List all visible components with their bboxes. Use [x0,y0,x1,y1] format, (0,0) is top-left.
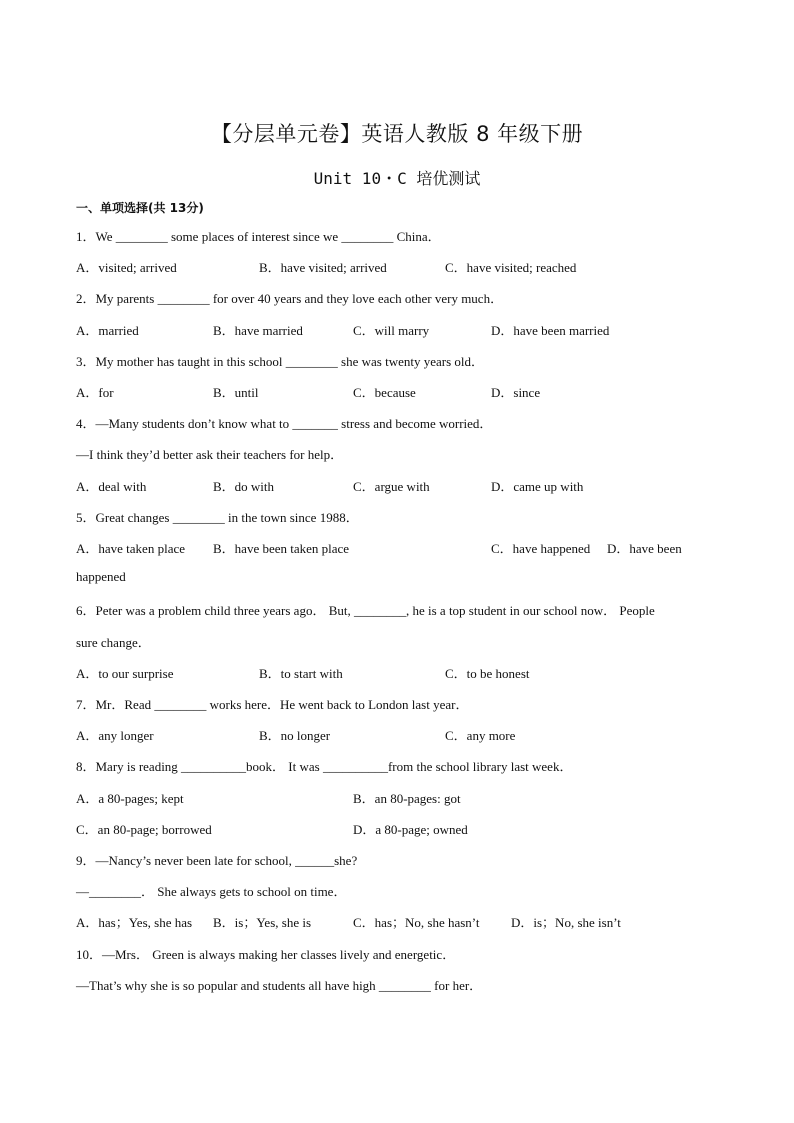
question-2-stem: 2．My parents ________ for over 40 years and they love each other very much． [76,291,504,306]
section-heading: 一、单项选择(共 13分) [76,201,204,215]
question-6-option-c[interactable]: C．to be honest [445,666,530,681]
question-1-option-c[interactable]: C．have visited; reached [445,260,577,275]
question-5-option-d[interactable]: D．have been [607,541,682,556]
question-6-option-b[interactable]: B．to start with [259,666,343,681]
question-4-option-b[interactable]: B．do with [213,479,275,494]
question-9-response: —________． She always gets to school on time． [76,884,347,899]
question-6-option-a[interactable]: A．to our surprise [76,666,174,681]
question-5-option-a[interactable]: A．have taken place [76,541,186,556]
question-9-option-c[interactable]: C．has；No, she hasn’t [353,915,480,930]
question-2-option-a[interactable]: A．married [76,323,139,338]
question-3-option-a[interactable]: A．for [76,385,114,400]
question-5-stem: 5．Great changes ________ in the town since 1988． [76,510,359,525]
question-10-response: —That’s why she is so popular and students all have high ________ for her． [76,978,483,993]
question-7-option-a[interactable]: A．any longer [76,728,154,743]
question-6-stem-continuation: sure change． [76,635,151,650]
question-7-option-b[interactable]: B．no longer [259,728,331,743]
question-8-option-d[interactable]: D．a 80-page; owned [353,822,468,837]
question-3-option-d[interactable]: D．since [491,385,541,400]
page-title: 【分层单元卷】英语人教版 8 年级下册 [210,122,584,146]
question-8-stem: 8．Mary is reading __________book． It was __________from the school library last week． [76,759,573,774]
question-7-stem: 7．Mr．Read ________ works here．He went back to London last year． [76,697,469,712]
question-3-option-b[interactable]: B．until [213,385,259,400]
question-1-stem: 1．We ________ some places of interest since we ________ China． [76,229,441,244]
question-8-option-c[interactable]: C．an 80-page; borrowed [76,822,212,837]
question-5-option-b[interactable]: B．have been taken place [213,541,350,556]
question-4-option-a[interactable]: A．deal with [76,479,147,494]
question-4-option-c[interactable]: C．argue with [353,479,430,494]
question-2-option-b[interactable]: B．have married [213,323,303,338]
question-4-option-d[interactable]: D．came up with [491,479,584,494]
question-8-option-b[interactable]: B．an 80-pages: got [353,791,461,806]
question-3-stem: 3．My mother has taught in this school ________ she was twenty years old． [76,354,485,369]
question-1-option-b[interactable]: B．have visited; arrived [259,260,387,275]
question-1-option-a[interactable]: A．visited; arrived [76,260,177,275]
question-7-option-c[interactable]: C．any more [445,728,516,743]
page-subtitle: Unit 10・C 培优测试 [313,169,481,188]
question-8-option-a[interactable]: A．a 80-pages; kept [76,791,184,806]
question-10-stem: 10．—Mrs． Green is always making her classes lively and energetic． [76,947,456,962]
question-5-option-c[interactable]: C．have happened [491,541,591,556]
question-9-stem: 9．—Nancy’s never been late for school, ______she? [76,853,358,868]
question-9-option-d[interactable]: D．is；No, she isn’t [511,915,621,930]
question-6-stem: 6．Peter was a problem child three years ago． But, ________, he is a top student in our school now． People [76,603,655,618]
question-9-option-a[interactable]: A．has；Yes, she has [76,915,193,930]
question-3-option-c[interactable]: C．because [353,385,416,400]
question-9-option-b[interactable]: B．is；Yes, she is [213,915,312,930]
question-2-option-c[interactable]: C．will marry [353,323,430,338]
question-4-stem: 4．—Many students don’t know what to _______ stress and become worried． [76,416,493,431]
question-5-option-d-continuation: happened [76,569,126,584]
question-4-response: —I think they’d better ask their teachers for help． [76,447,344,462]
question-2-option-d[interactable]: D．have been married [491,323,610,338]
